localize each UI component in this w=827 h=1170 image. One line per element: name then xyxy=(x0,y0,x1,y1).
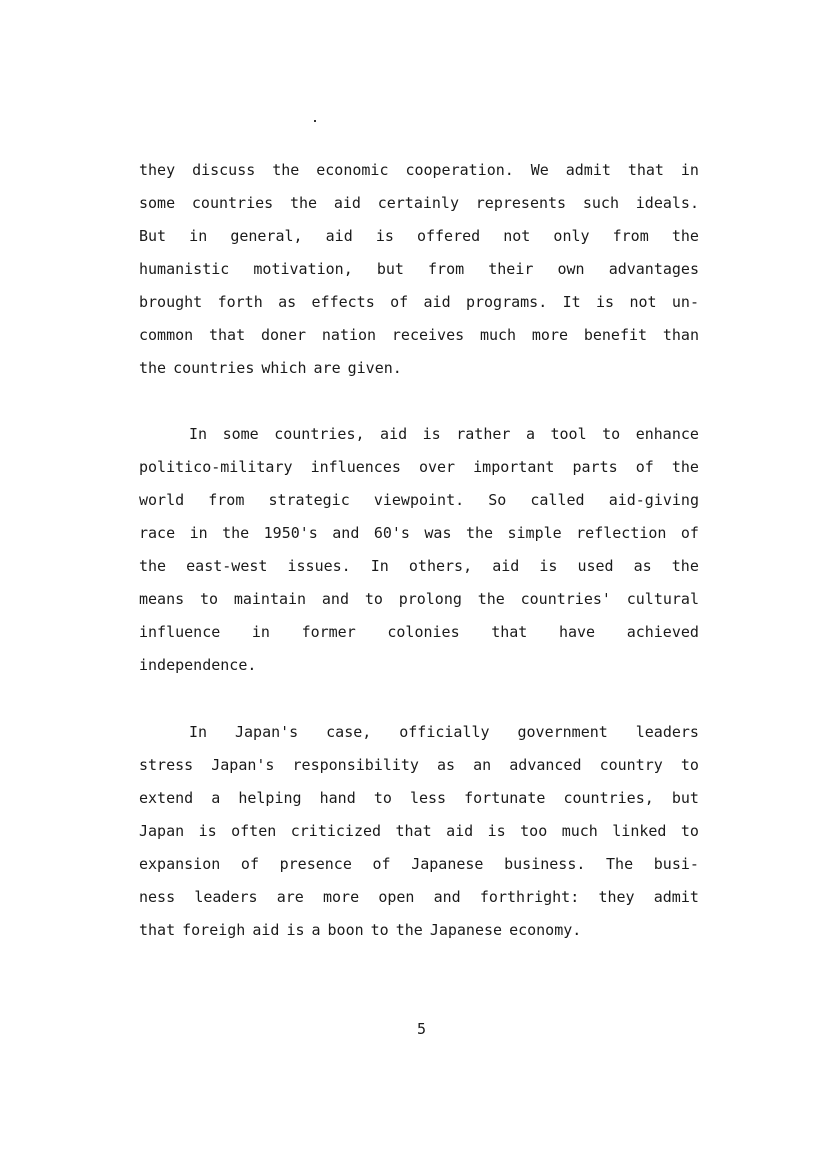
text-line: the east-west issues. In others, aid is used as the xyxy=(139,557,699,575)
text-line: brought forth as effects of aid programs. It is not un- xyxy=(139,293,699,311)
text-line: influence in former colonies that have achieved xyxy=(139,623,699,641)
text-line: that foreigh aid is a boon to the Japanese economy. xyxy=(139,921,582,939)
text-line: common that doner nation receives much more benefit than xyxy=(139,326,699,344)
text-line: some countries the aid certainly represents such ideals. xyxy=(139,194,699,212)
text-line: race in the 1950's and 60's was the simple reflection of xyxy=(139,524,699,542)
paragraph-3 xyxy=(139,716,699,947)
text-line: stress Japan's responsibility as an advanced country to xyxy=(139,756,699,774)
text-line: extend a helping hand to less fortunate countries, but xyxy=(139,789,699,807)
text-line: expansion of presence of Japanese business. The busi- xyxy=(139,855,699,873)
text-line: politico-military influences over important parts of the xyxy=(139,458,699,476)
text-line: independence. xyxy=(139,656,257,674)
text-line: Japan is often criticized that aid is too much linked to xyxy=(139,822,699,840)
text-line: In some countries, aid is rather a tool to enhance xyxy=(189,425,699,443)
text-line: means to maintain and to prolong the countries' cultural xyxy=(139,590,699,608)
text-line: they discuss the economic cooperation. We admit that in xyxy=(139,161,699,179)
paragraph-2 xyxy=(139,418,699,682)
text-line: ness leaders are more open and forthright: they admit xyxy=(139,888,699,906)
page-number: 5 xyxy=(416,1020,427,1038)
text-line: the countries which are given. xyxy=(139,359,402,377)
scan-speck xyxy=(314,120,316,122)
text-line: world from strategic viewpoint. So called aid-giving xyxy=(139,491,699,509)
text-line: But in general, aid is offered not only from the xyxy=(139,227,699,245)
text-line: humanistic motivation, but from their own advantages xyxy=(139,260,699,278)
paragraph-1 xyxy=(139,154,699,385)
text-line: In Japan's case, officially government leaders xyxy=(189,723,699,741)
